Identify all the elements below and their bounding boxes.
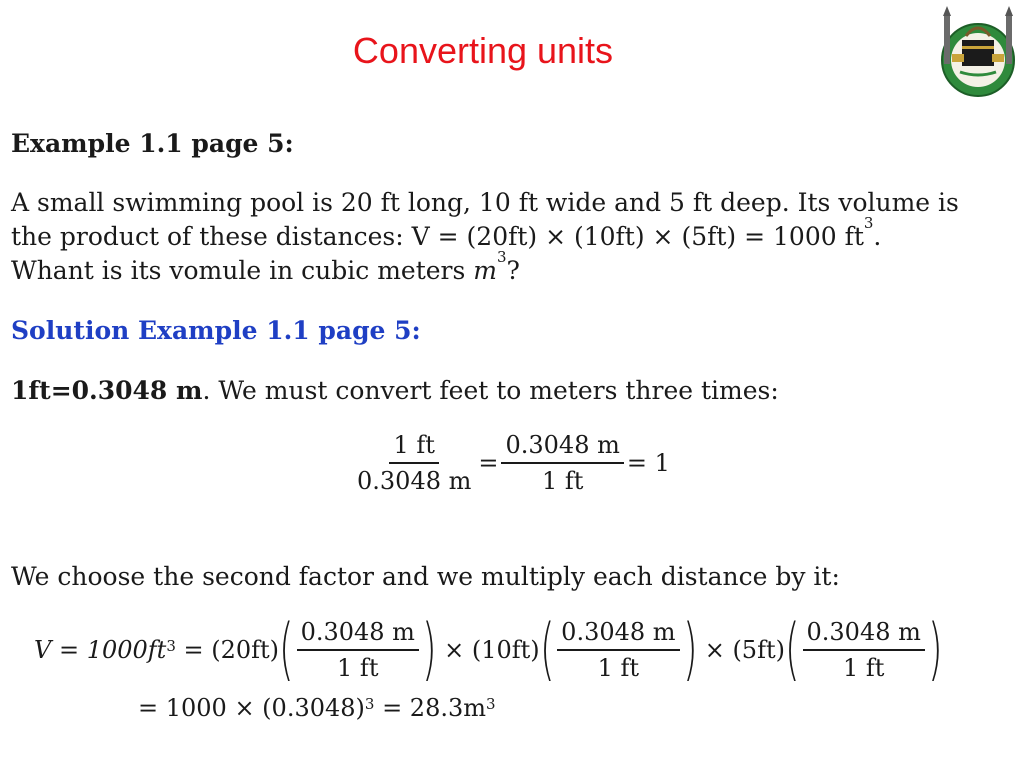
conversion-line [11,374,779,408]
final-prefix: = 1000 × (0.3048) [138,694,365,722]
ratio-fraction-2 [501,430,623,496]
right-paren-3: ) [927,610,943,689]
slide-title [0,30,1024,72]
factor-fraction-1 [297,617,419,683]
example-line-2 [11,214,882,254]
unit-ratio-equation [350,430,670,496]
factor-3-denominator: 1 ft [842,654,885,682]
example-line-2-suffix: . [873,222,882,251]
final-exponent-1: 3 [364,694,375,713]
left-paren-2: ( [539,610,555,689]
factor-fraction-3 [803,617,925,683]
term-5ft: × (5ft) [697,636,785,664]
conversion-factor: 1ft=0.3048 m [11,376,203,405]
ratio-1-numerator: 1 ft [389,430,438,464]
cubic-meter-exponent: 3 [497,248,507,266]
factor-3-numerator: 0.3048 m [803,617,925,651]
cubic-meter-unit: m [473,256,497,285]
right-paren-1: ) [421,610,437,689]
ratio-equals: = [478,449,499,477]
example-line-3-prefix: Whant is its vomule in cubic meters [11,256,474,285]
factor-2-numerator: 0.3048 m [557,617,679,651]
example-line-3-suffix: ? [506,256,520,285]
final-result-line [138,694,496,722]
final-value: = 28.3m [374,694,486,722]
ratio-fraction-1 [353,430,475,496]
solution-heading: Solution Example 1.1 page 5: [11,316,421,345]
factor-fraction-2 [557,617,679,683]
example-heading: Example 1.1 page 5: [11,129,294,158]
volume-formula: V = (20ft) × (10ft) × (5ft) = 1000 ft [411,222,864,251]
ratio-1-denominator: 0.3048 m [357,467,472,495]
term-20ft: = (20ft) [175,636,280,664]
final-exponent-2: 3 [486,694,496,713]
right-paren-2: ) [682,610,698,689]
volume-formula-exponent: 3 [863,214,874,232]
volume-conversion-equation [34,610,943,689]
slide-title-text: Converting units [352,30,614,71]
left-paren-3: ( [784,610,800,689]
university-logo [938,6,1018,98]
example-line-3 [11,248,520,288]
factor-1-numerator: 0.3048 m [297,617,419,651]
ratio-result: = 1 [626,449,670,477]
factor-1-denominator: 1 ft [337,654,379,682]
term-10ft: × (10ft) [436,636,540,664]
factor-2-denominator: 1 ft [597,654,640,682]
volume-lhs-exponent: 3 [166,636,176,655]
example-line-2-prefix: the product of these distances: [11,222,412,251]
volume-lhs: V = 1000ft [34,636,167,664]
conversion-text: . We must convert feet to meters three times: [202,376,779,405]
choose-factor-text: We choose the second factor and we multiply each distance by it: [11,562,840,591]
ratio-2-denominator: 1 ft [541,467,584,495]
example-line-1: A small swimming pool is 20 ft long, 10 ft wide and 5 ft deep. Its volume is [11,188,959,217]
ratio-2-numerator: 0.3048 m [501,430,623,464]
left-paren-1: ( [279,610,294,689]
